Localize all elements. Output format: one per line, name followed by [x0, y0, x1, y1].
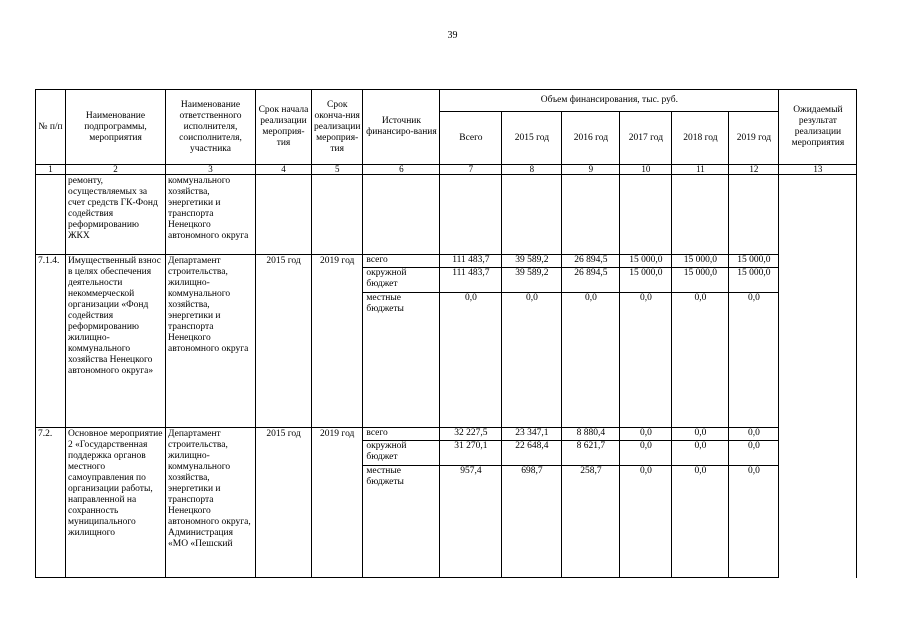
funding-y2019 [729, 428, 779, 578]
funding-value: 26 894,5 [562, 255, 619, 268]
start-date: 2015 год [256, 428, 312, 578]
column-number: 3 [166, 165, 256, 175]
funding-source-label: всего [363, 428, 439, 441]
header-2017: 2017 год [620, 112, 672, 165]
header-num: № п/п [36, 90, 66, 165]
start-date: 2015 год [256, 255, 312, 428]
funding-y2016 [562, 175, 620, 255]
funding-y2018 [672, 428, 729, 578]
header-total: Всего [440, 112, 502, 165]
expected-result [779, 255, 857, 428]
column-number: 11 [672, 165, 729, 175]
funding-value: 0,0 [729, 441, 778, 466]
funding-value: 258,7 [580, 466, 602, 476]
funding-y2019 [729, 255, 779, 428]
funding-value: 0,0 [620, 428, 671, 441]
funding-y2019 [729, 175, 779, 255]
funding-value: 31 270,1 [440, 441, 501, 466]
row-number [36, 175, 66, 255]
header-source: Источник финансиро-вания [363, 90, 440, 165]
funding-y2015 [502, 175, 562, 255]
funding-value: 0,0 [639, 466, 652, 476]
table-row [36, 175, 857, 255]
funding-value: 0,0 [620, 441, 671, 466]
funding-value: 15 000,0 [672, 268, 728, 293]
funding-value: 0,0 [672, 428, 728, 441]
funding-y2015 [502, 428, 562, 578]
funding-value: 15 000,0 [672, 255, 728, 268]
column-number: 6 [363, 165, 440, 175]
row-number: 7.1.4. [36, 255, 66, 428]
funding-y2017 [620, 428, 672, 578]
end-date [312, 175, 363, 255]
funding-y2017 [620, 255, 672, 428]
column-number: 2 [66, 165, 166, 175]
header-2018: 2018 год [672, 112, 729, 165]
funding-source-label: окружной бюджет [363, 268, 439, 293]
funding-y2016 [562, 428, 620, 578]
header-result: Ожидаемый результат реализации мероприятия [779, 90, 857, 165]
end-date: 2019 год [312, 255, 363, 428]
funding-source [363, 255, 440, 428]
page-number: 39 [447, 30, 458, 41]
expected-result [779, 175, 857, 255]
table-row [36, 255, 857, 428]
funding-value: 22 648,4 [502, 441, 561, 466]
funding-y2018 [672, 255, 729, 428]
column-number: 13 [779, 165, 857, 175]
funding-value: 26 894,5 [562, 268, 619, 293]
funding-value: 0,0 [747, 466, 760, 476]
funding-value: 23 347,1 [502, 428, 561, 441]
funding-value: 0,0 [729, 428, 778, 441]
activity-name: Имущественный взнос в целях обеспечения деятельности некоммерческой организации «Фонд содействия реформированию жилищно-коммунального хозяйства Ненецкого автономного округа» [66, 255, 166, 428]
funding-value: 39 589,2 [502, 255, 561, 268]
column-number: 12 [729, 165, 779, 175]
end-date: 2019 год [312, 428, 363, 578]
header-responsible: Наименование ответственного исполнителя, соисполнителя, участника [166, 90, 256, 165]
expected-result [779, 428, 857, 578]
header-2019: 2019 год [729, 112, 779, 165]
funding-total [440, 255, 502, 428]
funding-value: 8 621,7 [562, 441, 619, 466]
header-end: Срок оконча-ния реализации мероприя-тия [312, 90, 363, 165]
column-number: 5 [312, 165, 363, 175]
funding-value: 15 000,0 [729, 268, 778, 293]
funding-y2016 [562, 255, 620, 428]
funding-value: 0,0 [694, 293, 707, 303]
activity-name: Основное мероприятие 2 «Государственная поддержка органов местного самоуправления по организации работы, направленной на сохранность муниципального жилищного [66, 428, 166, 578]
funding-value: 0,0 [747, 293, 760, 303]
funding-value: 39 589,2 [502, 268, 561, 293]
funding-source [363, 175, 440, 255]
funding-source-label: местные бюджеты [366, 466, 404, 487]
funding-source [363, 428, 440, 578]
start-date [256, 175, 312, 255]
header-funding-group: Объем финансирования, тыс. руб. [440, 90, 779, 112]
funding-value: 15 000,0 [620, 255, 671, 268]
funding-value: 0,0 [639, 293, 652, 303]
funding-value: 0,0 [584, 293, 597, 303]
funding-value: 32 227,5 [440, 428, 501, 441]
funding-value: 111 483,7 [440, 268, 501, 293]
column-number: 1 [36, 165, 66, 175]
funding-value: 15 000,0 [729, 255, 778, 268]
funding-value: 698,7 [521, 466, 543, 476]
funding-value: 15 000,0 [620, 268, 671, 293]
funding-source-label: окружной бюджет [363, 441, 439, 466]
funding-y2015 [502, 255, 562, 428]
funding-total [440, 428, 502, 578]
funding-value: 0,0 [694, 466, 707, 476]
column-number: 10 [620, 165, 672, 175]
header-2015: 2015 год [502, 112, 562, 165]
responsible-executor: Департамент строительства, жилищно-коммунального хозяйства, энергетики и транспорта Ненецкого автономного округа, Администрация «МО «Пешский [166, 428, 256, 578]
funding-source-label: всего [363, 255, 439, 268]
row-number: 7.2. [36, 428, 66, 578]
responsible-executor: Департамент строительства, жилищно-коммунального хозяйства, энергетики и транспорта Ненецкого автономного округа [166, 255, 256, 428]
funding-value: 111 483,7 [440, 255, 501, 268]
column-number: 7 [440, 165, 502, 175]
header-2016: 2016 год [562, 112, 620, 165]
funding-value: 0,0 [672, 441, 728, 466]
activity-name: ремонту, осуществляемых за счет средств ГК-Фонд содействия реформированию ЖКХ [66, 175, 166, 255]
funding-value: 8 880,4 [562, 428, 619, 441]
table-row [36, 428, 857, 578]
funding-value: 0,0 [464, 293, 477, 303]
funding-table [35, 89, 857, 578]
column-number: 4 [256, 165, 312, 175]
column-number: 8 [502, 165, 562, 175]
funding-total [440, 175, 502, 255]
funding-y2018 [672, 175, 729, 255]
funding-y2017 [620, 175, 672, 255]
funding-value: 0,0 [525, 293, 538, 303]
header-name: Наименование подпрограммы, мероприятия [66, 90, 166, 165]
responsible-executor: коммунального хозяйства, энергетики и транспорта Ненецкого автономного округа [166, 175, 256, 255]
column-number: 9 [562, 165, 620, 175]
header-start: Срок начала реализации мероприя-тия [256, 90, 312, 165]
funding-value: 957,4 [460, 466, 482, 476]
funding-source-label: местные бюджеты [366, 293, 404, 314]
